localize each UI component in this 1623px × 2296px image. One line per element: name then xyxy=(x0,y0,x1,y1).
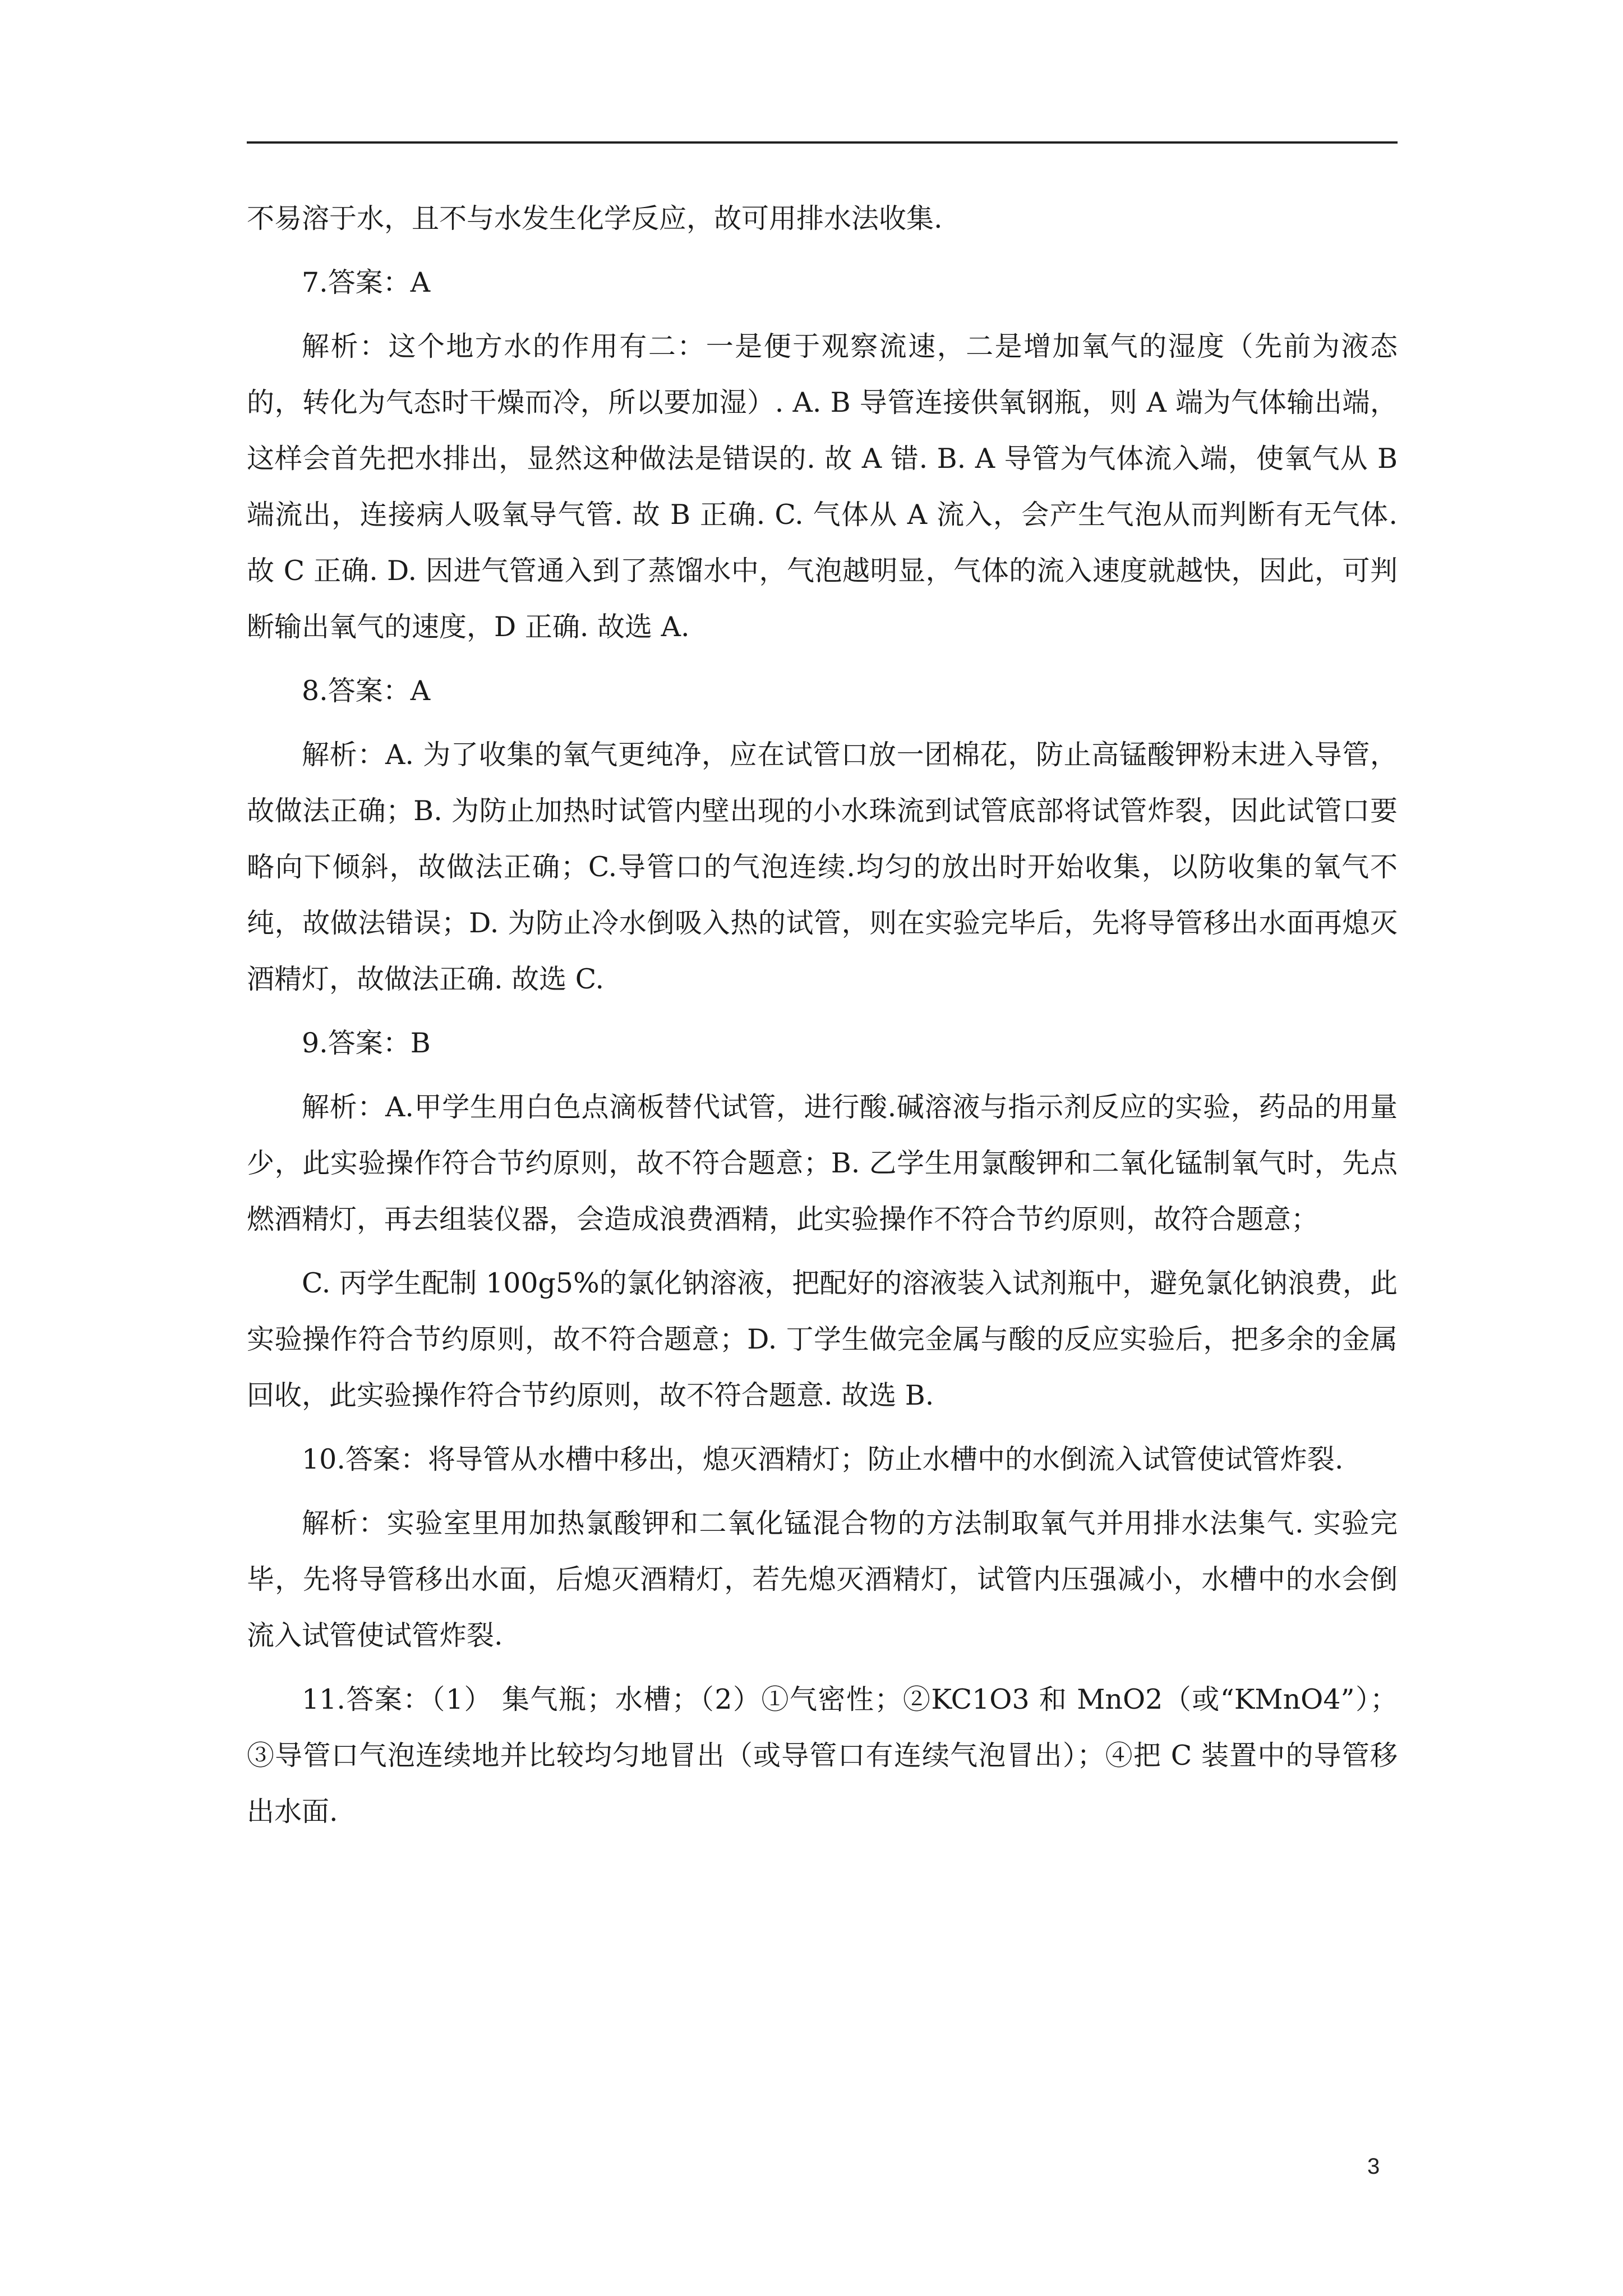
explanation-7: 解析：这个地方水的作用有二：一是便于观察流速，二是增加氧气的湿度（先前为液态的，转化为气态时干燥而冷，所以要加湿）. A. B 导管连接供氧钢瓶，则 A 端为气体输出端，这样会首先把水排出，显然这种做法是错误的. 故 A 错. B. A 导管为气体流入端，使氧气从 B 端流出，连接病人吸氧导气管. 故 B 正确. C. 气体从 A 流入，会产生气泡从而判断有无气体. 故 C 正确. D. 因进气管通入到了蒸馏水中，气泡越明显，气体的流入速度就越快，因此，可判断输出氧气的速度，D 正确. 故选 A. xyxy=(247,330,1398,643)
answer-9: 9.答案：B xyxy=(302,1027,431,1059)
answer-8: 8.答案：A xyxy=(302,675,431,707)
explanation-9-continued: C. 丙学生配制 100g5%的氯化钠溶液，把配好的溶液装入试剂瓶中，避免氯化钠浪费，此实验操作符合节约原则，故不符合题意；D. 丁学生做完金属与酸的反应实验后，把多余的金属回收，此实验操作符合节约原则，故不符合题意. 故选 B. xyxy=(247,1267,1398,1411)
document-body xyxy=(247,191,1398,1840)
explanation-10: 解析：实验室里用加热氯酸钾和二氧化锰混合物的方法制取氧气并用排水法集气. 实验完毕，先将导管移出水面，后熄灭酒精灯，若先熄灭酒精灯，试管内压强减小，水槽中的水会倒流入试管使试管炸裂. xyxy=(247,1507,1398,1651)
answer-10: 10.答案：将导管从水槽中移出，熄灭酒精灯；防止水槽中的水倒流入试管使试管炸裂. xyxy=(302,1443,1344,1475)
page-number: 3 xyxy=(1367,2154,1380,2179)
answer-7: 7.答案：A xyxy=(302,266,431,298)
answer-11: 11.答案：（1） 集气瓶；水槽；（2）①气密性；②KC1O3 和 MnO2（或“KMnO4”）；③导管口气泡连续地并比较均匀地冒出（或导管口有连续气泡冒出）；④把 C 装置中的导管移出水面. xyxy=(247,1683,1398,1828)
header-rule xyxy=(247,141,1398,144)
explanation-8: 解析：A. 为了收集的氧气更纯净，应在试管口放一团棉花，防止高锰酸钾粉末进入导管，故做法正确；B. 为防止加热时试管内壁出现的小水珠流到试管底部将试管炸裂，因此试管口要略向下倾斜，故做法正确；C.导管口的气泡连续.均匀的放出时开始收集，以防收集的氧气不纯，故做法错误；D. 为防止冷水倒吸入热的试管，则在实验完毕后，先将导管移出水面再熄灭酒精灯，故做法正确. 故选 C. xyxy=(247,739,1398,995)
paragraph-continuation: 不易溶于水，且不与水发生化学反应，故可用排水法收集. xyxy=(247,203,943,234)
explanation-9: 解析：A.甲学生用白色点滴板替代试管，进行酸.碱溶液与指示剂反应的实验，药品的用量少，此实验操作符合节约原则，故不符合题意；B. 乙学生用氯酸钾和二氧化锰制氧气时，先点燃酒精灯，再去组装仪器，会造成浪费酒精，此实验操作不符合节约原则，故符合题意； xyxy=(247,1091,1398,1235)
